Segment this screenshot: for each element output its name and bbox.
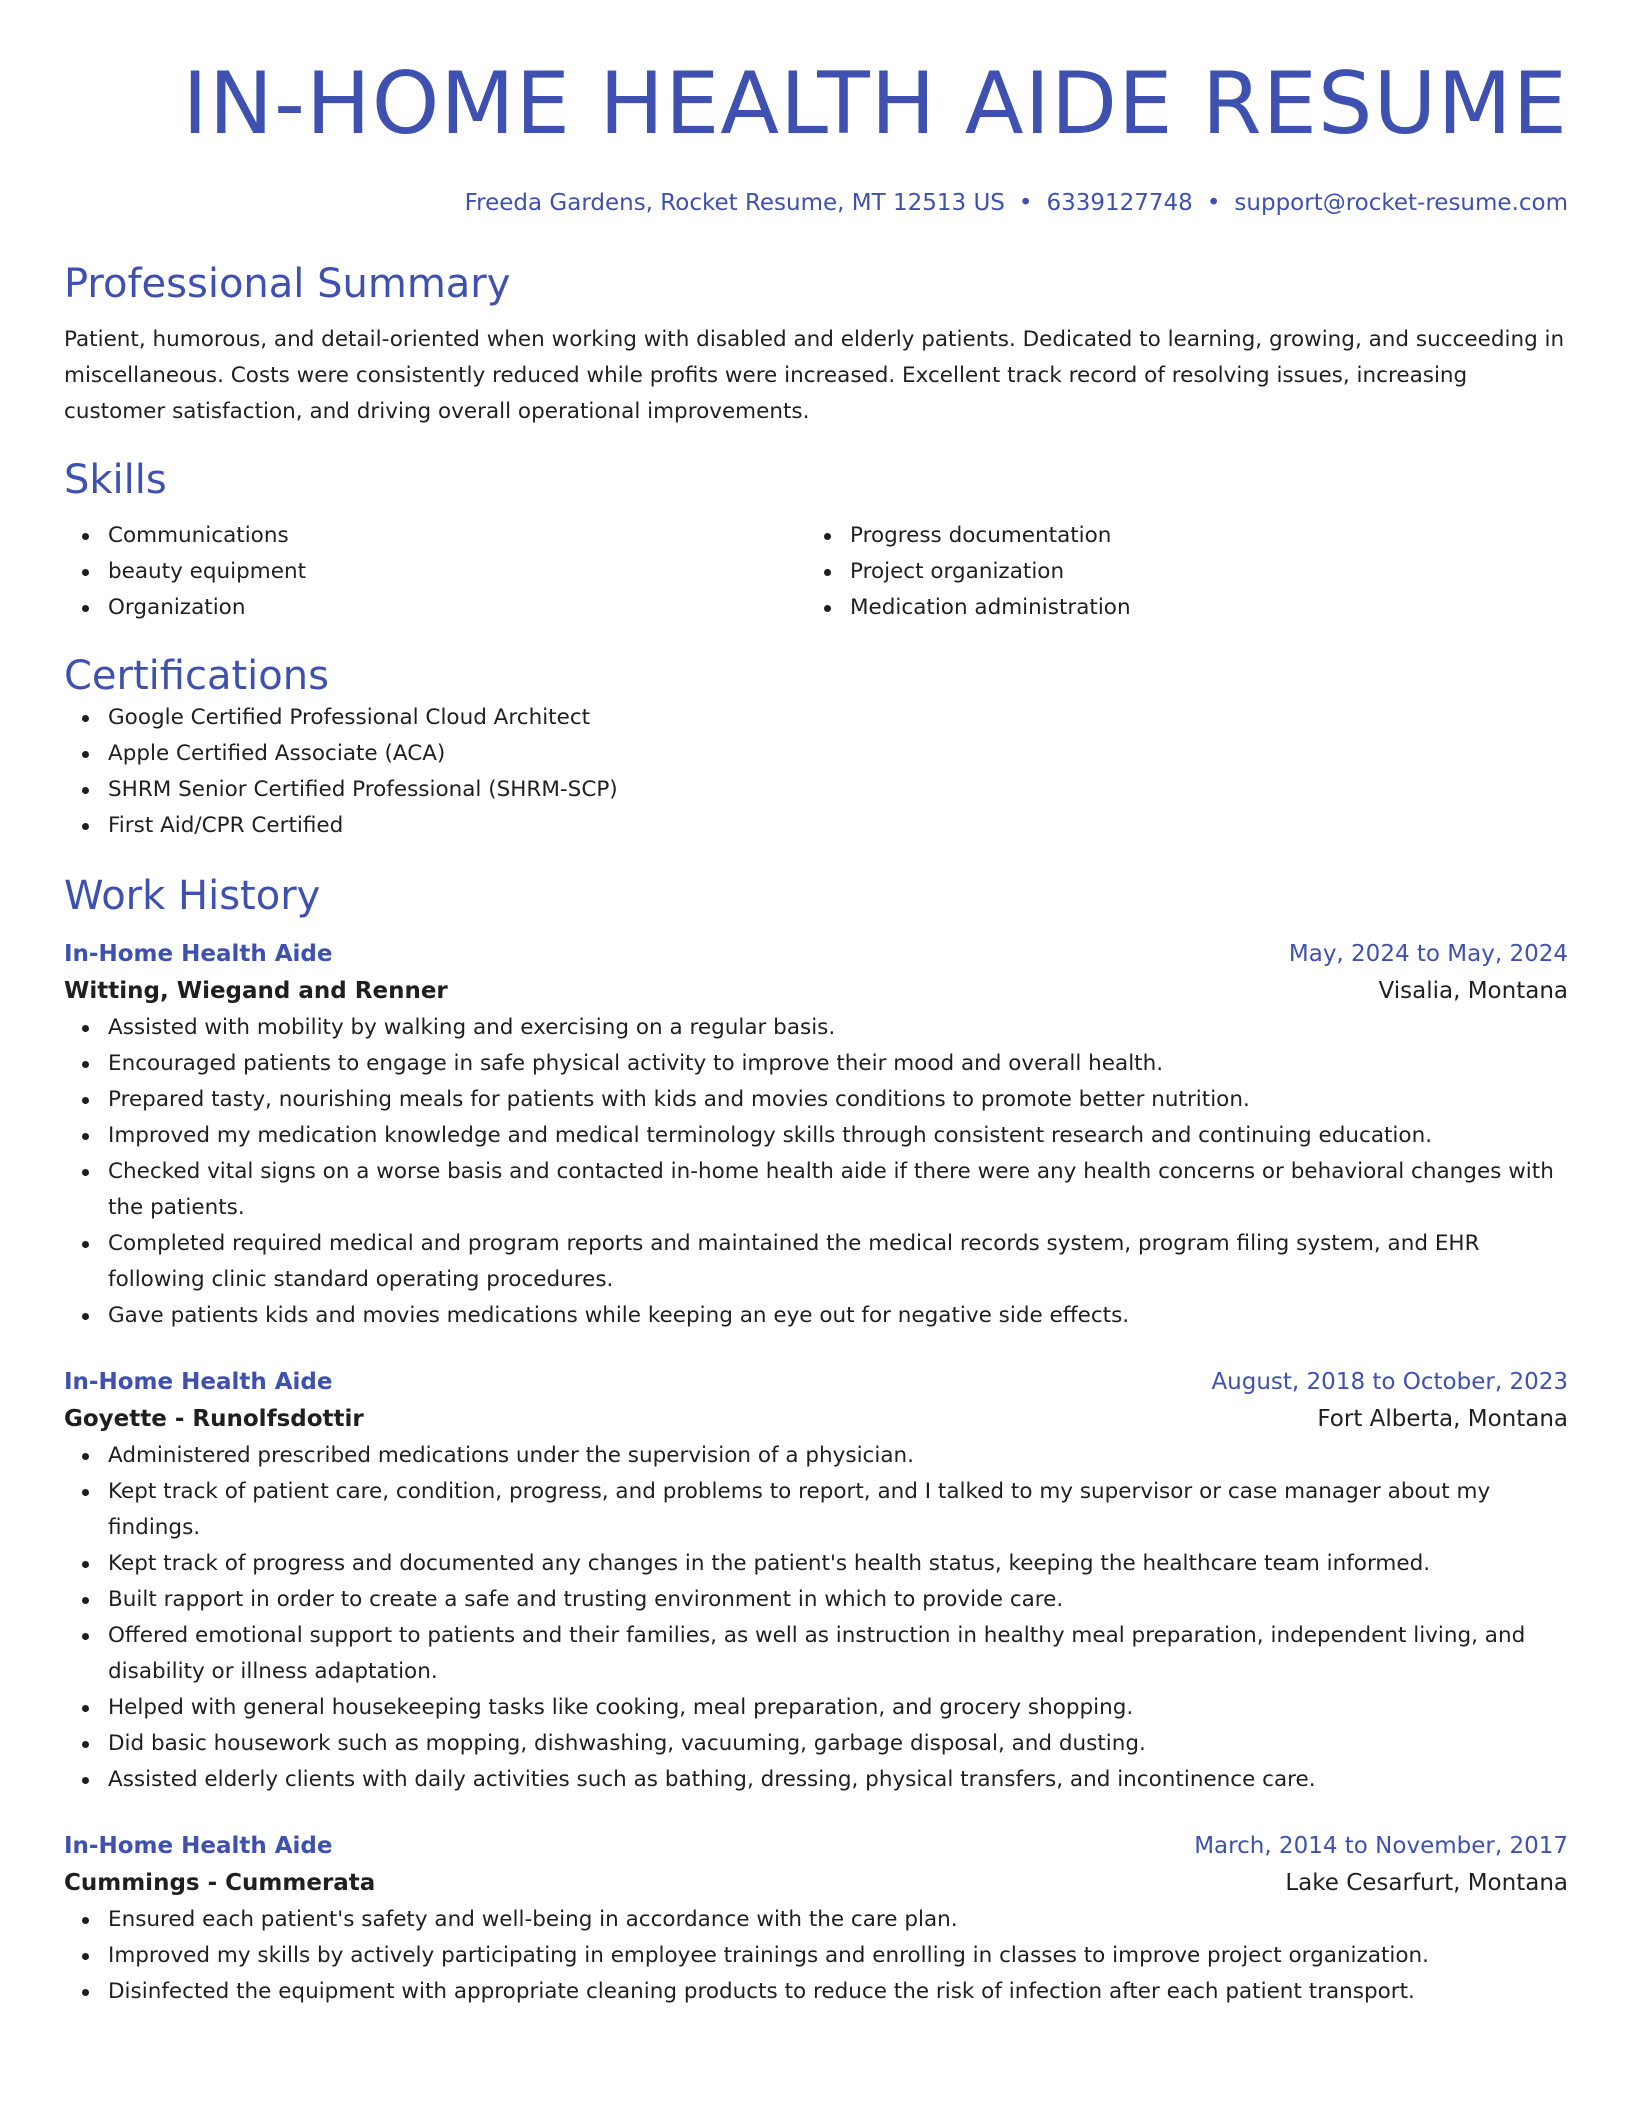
skill-item: Progress documentation [850, 518, 1548, 554]
job-title: In-Home Health Aide [64, 941, 333, 967]
skill-item: Communications [108, 518, 806, 554]
job-company-row [64, 1400, 1568, 1438]
job-bullets [64, 1902, 1568, 2010]
skills-list-right [806, 518, 1548, 626]
contact-email: support@rocket-resume.com [1234, 190, 1568, 216]
job-header-row [64, 1828, 1568, 1864]
resume-title: IN-HOME HEALTH AIDE RESUME [182, 54, 1568, 154]
job-dates: March, 2014 to November, 2017 [1194, 1833, 1568, 1859]
skill-item: beauty equipment [108, 554, 806, 590]
skill-item: Organization [108, 590, 806, 626]
job-bullets [64, 1010, 1568, 1334]
job-bullet: Assisted with mobility by walking and exercising on a regular basis. [108, 1010, 1568, 1046]
job-bullets [64, 1438, 1568, 1798]
job-header-row [64, 1364, 1568, 1400]
skills-list-left [64, 518, 806, 626]
job-bullet: Administered prescribed medications under the supervision of a physician. [108, 1438, 1568, 1474]
certifications-list [64, 700, 1568, 844]
job-bullet: Offered emotional support to patients and their families, as well as instruction in healthy meal preparation, independent living, and disability or illness adaptation. [108, 1618, 1568, 1690]
certification-item: Apple Certified Associate (ACA) [108, 736, 1568, 772]
job-entry [64, 1364, 1568, 1798]
job-company: Cummings - Cummerata [64, 1870, 376, 1896]
job-title: In-Home Health Aide [64, 1369, 333, 1395]
certification-item: SHRM Senior Certified Professional (SHRM-SCP) [108, 772, 1568, 808]
job-bullet: Completed required medical and program reports and maintained the medical records system, program filing system, and EHR following clinic standard operating procedures. [108, 1226, 1568, 1298]
job-location: Fort Alberta, Montana [1317, 1406, 1568, 1432]
summary-heading: Professional Summary [64, 261, 511, 307]
job-company: Witting, Wiegand and Renner [64, 978, 448, 1004]
job-bullet: Prepared tasty, nourishing meals for patients with kids and movies conditions to promote better nutrition. [108, 1082, 1568, 1118]
contact-address: Freeda Gardens, Rocket Resume, MT 12513 US [464, 190, 1005, 216]
job-company: Goyette - Runolfsdottir [64, 1406, 364, 1432]
job-bullet: Encouraged patients to engage in safe physical activity to improve their mood and overall health. [108, 1046, 1568, 1082]
skill-item: Project organization [850, 554, 1548, 590]
job-bullet: Helped with general housekeeping tasks like cooking, meal preparation, and grocery shopping. [108, 1690, 1568, 1726]
job-bullet: Improved my medication knowledge and medical terminology skills through consistent research and continuing education. [108, 1118, 1568, 1154]
job-bullet: Assisted elderly clients with daily activities such as bathing, dressing, physical transfers, and incontinence care. [108, 1762, 1568, 1798]
contact-phone: 6339127748 [1046, 190, 1193, 216]
summary-text: Patient, humorous, and detail-oriented when working with disabled and elderly patients. Dedicated to learning, growing, and succeeding in miscellaneous. Costs were consistently reduced while profits were increased. Excellent track record of resolving issues, increasing customer satisfaction, and driving overall operational improvements. [64, 327, 1565, 424]
job-location: Visalia, Montana [1378, 978, 1568, 1004]
skills-column-right [806, 518, 1548, 626]
job-entry [64, 1828, 1568, 2010]
skills-column-left [64, 518, 806, 626]
certifications-heading: Certifications [64, 653, 329, 699]
certification-item: Google Certified Professional Cloud Architect [108, 700, 1568, 736]
job-entry [64, 936, 1568, 1334]
work-history-heading: Work History [64, 873, 321, 919]
certification-item: First Aid/CPR Certified [108, 808, 1568, 844]
job-dates: May, 2024 to May, 2024 [1288, 941, 1568, 967]
contact-separator: • [1018, 190, 1033, 216]
skills-grid [64, 518, 1568, 626]
job-bullet: Did basic housework such as mopping, dishwashing, vacuuming, garbage disposal, and dusting. [108, 1726, 1568, 1762]
contact-line [64, 188, 1568, 218]
job-company-row [64, 1864, 1568, 1902]
job-bullet: Disinfected the equipment with appropriate cleaning products to reduce the risk of infection after each patient transport. [108, 1974, 1568, 2010]
job-bullet: Kept track of progress and documented any changes in the patient's health status, keeping the healthcare team informed. [108, 1546, 1568, 1582]
skills-heading: Skills [64, 457, 167, 503]
job-bullet: Built rapport in order to create a safe and trusting environment in which to provide care. [108, 1582, 1568, 1618]
resume-page [64, 0, 1568, 2010]
job-bullet: Checked vital signs on a worse basis and contacted in-home health aide if there were any health concerns or behavioral changes with the patients. [108, 1154, 1568, 1226]
job-bullet: Ensured each patient's safety and well-being in accordance with the care plan. [108, 1902, 1568, 1938]
job-dates: August, 2018 to October, 2023 [1211, 1369, 1568, 1395]
job-bullet: Kept track of patient care, condition, progress, and problems to report, and I talked to my supervisor or case manager about my findings. [108, 1474, 1568, 1546]
job-title: In-Home Health Aide [64, 1833, 333, 1859]
job-bullet: Improved my skills by actively participating in employee trainings and enrolling in classes to improve project organization. [108, 1938, 1568, 1974]
job-bullet: Gave patients kids and movies medications while keeping an eye out for negative side effects. [108, 1298, 1568, 1334]
job-location: Lake Cesarfurt, Montana [1285, 1870, 1568, 1896]
skill-item: Medication administration [850, 590, 1548, 626]
job-company-row [64, 972, 1568, 1010]
contact-separator: • [1206, 190, 1221, 216]
job-header-row [64, 936, 1568, 972]
